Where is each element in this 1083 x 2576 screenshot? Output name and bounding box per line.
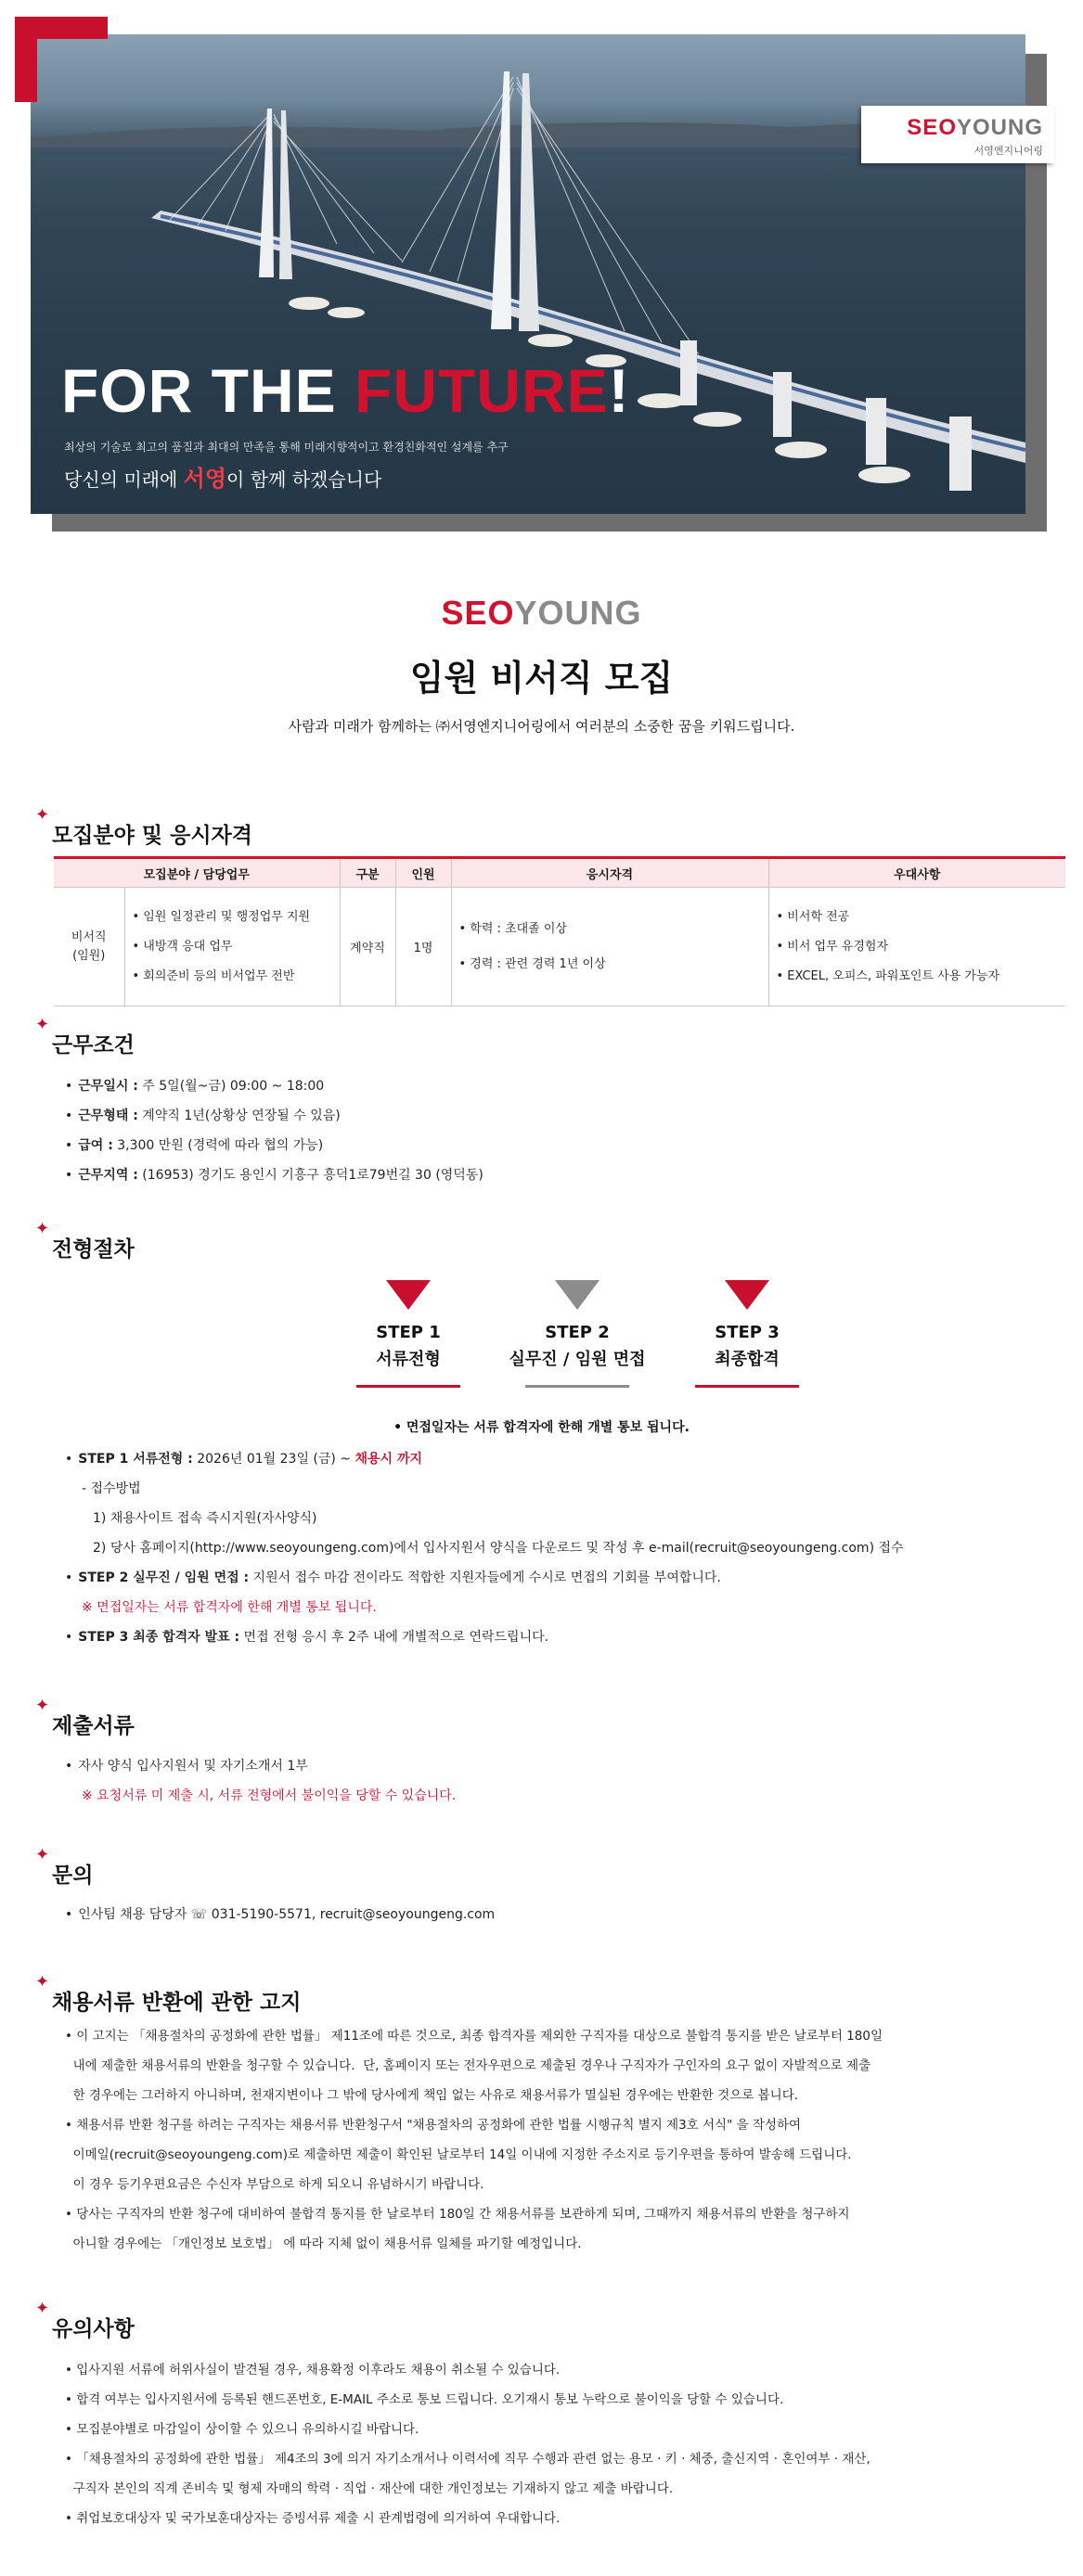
step-name: 최종합격 bbox=[715, 1350, 780, 1369]
list-item bbox=[65, 1449, 422, 1467]
list-item: 아니할 경우에는 「개인정보 보호법」 에 따라 지체 없이 채용서류 일체를 파기할 예정입니다. bbox=[65, 2236, 582, 2251]
step-1 bbox=[339, 1280, 478, 1388]
list-note: ※ 요청서류 미 제출 시, 서류 전형에서 불이익을 당할 수 있습니다. bbox=[82, 1788, 457, 1803]
col-header-count: 인원 bbox=[395, 858, 451, 888]
list-item: - 접수방법 bbox=[82, 1481, 141, 1496]
item-value: 지원서 접수 마감 전이라도 적합한 지원자들에게 수시로 면접의 기회를 부여합니다. bbox=[249, 1570, 721, 1585]
col-header-type: 구분 bbox=[340, 858, 395, 888]
list-item: • 내방객 응대 업무 bbox=[132, 939, 233, 954]
list-item: • 학력 : 초대졸 이상 bbox=[458, 921, 567, 936]
list-item: • 모집분야별로 마감일이 상이할 수 있으니 유의하시길 바랍니다. bbox=[65, 2422, 419, 2437]
brand-red: SEO bbox=[441, 594, 515, 632]
hero-tagline: 최상의 기술로 최고의 품질과 최대의 만족을 통해 미래지향적이고 환경친화적인 설계를 추구 bbox=[64, 441, 509, 454]
list-item: 구직자 본인의 직계 존비속 및 형제 자매의 학력 · 직업 · 재산에 대한 개인정보는 기재하지 않고 제출 바랍니다. bbox=[65, 2481, 674, 2496]
section-title: 유의사항 bbox=[52, 2317, 135, 2341]
triangle-down-icon bbox=[555, 1280, 600, 1310]
list-item: • 비서 업무 유경험자 bbox=[776, 939, 889, 954]
cell-preferences bbox=[768, 888, 1065, 1006]
list-item: • 입사지원 서류에 허위사실이 발견될 경우, 채용확정 이후라도 채용이 취소될 수 있습니다. bbox=[65, 2363, 561, 2377]
list-item bbox=[65, 1165, 483, 1184]
list-item: 1) 채용사이트 접속 즉시지원(자사양식) bbox=[93, 1511, 317, 1526]
sparkle-icon: ✦ bbox=[35, 1219, 50, 1238]
triangle-down-icon bbox=[386, 1280, 431, 1310]
col-header-qualification: 응시자격 bbox=[451, 858, 768, 888]
section-title: 채용서류 반환에 관한 고지 bbox=[52, 1991, 302, 2015]
item-value: 계약직 1년(상황상 연장될 수 있음) bbox=[137, 1109, 341, 1123]
page-title: 임원 비서직 모집 bbox=[409, 658, 674, 698]
brand-logo bbox=[0, 594, 1083, 633]
list-item: 이메일(recruit@seoyoungeng.com)로 제출하면 제출이 확인된 날로부터 14일 이내에 지정한 주소지로 등기우편을 통하여 발송해 드립니다. bbox=[65, 2147, 852, 2162]
hero-slogan bbox=[61, 355, 630, 426]
sparkle-icon: ✦ bbox=[35, 1696, 50, 1715]
sparkle-icon: ✦ bbox=[35, 805, 50, 825]
sparkle-icon: ✦ bbox=[35, 1015, 50, 1034]
list-item: • 자사 양식 입사지원서 및 자기소개서 1부 bbox=[65, 1756, 308, 1775]
item-value: 주 5일(월~금) 09:00 ~ 18:00 bbox=[137, 1079, 325, 1094]
step-note: • 면접일자는 서류 합격자에 한해 개별 통보 됩니다. bbox=[393, 1420, 690, 1435]
step-number: STEP 1 bbox=[376, 1323, 441, 1342]
brand-grey: YOUNG bbox=[514, 594, 642, 632]
item-value: 3,300 만원 (경력에 따라 협의 가능) bbox=[112, 1138, 324, 1153]
list-item: 2) 당사 홈페이지(http://www.seoyoungeng.com)에서 입사지원서 양식을 다운로드 및 작성 후 e-mail(recruit@seoyoungeng.com) 접수 bbox=[93, 1541, 904, 1556]
item-highlight: 채용시 까지 bbox=[355, 1452, 422, 1467]
step-underline bbox=[356, 1385, 460, 1388]
corner-accent-horizontal bbox=[15, 17, 108, 39]
step-number: STEP 2 bbox=[545, 1323, 610, 1342]
list-item bbox=[65, 1568, 721, 1586]
logo-text-red: SEO bbox=[907, 115, 957, 140]
cell-field: 비서직 (임원) bbox=[54, 888, 124, 1006]
item-value: 2026년 01월 23일 (금) ~ bbox=[192, 1452, 355, 1467]
list-item: 내에 제출한 채용서류의 반환을 청구할 수 있습니다. 단, 홈페이지 또는 전자우편으로 제출된 경우나 구직자가 구인자의 요구 없이 자발적으로 제출 bbox=[65, 2058, 871, 2073]
hero-banner bbox=[15, 17, 1054, 536]
list-item: 한 경우에는 그러하지 아니하며, 천재지변이나 그 밖에 당사에게 책임 없는 사유로 채용서류가 멸실된 경우에는 반환한 것으로 봅니다. bbox=[65, 2088, 799, 2103]
section-title: 모집분야 및 응시자격 bbox=[52, 824, 252, 848]
step-3 bbox=[677, 1280, 817, 1388]
list-item: • 경력 : 관련 경력 1년 이상 bbox=[458, 956, 606, 971]
list-item: • 임원 일정관리 및 행정업무 지원 bbox=[132, 909, 311, 924]
item-value: (16953) 경기도 용인시 기흥구 흥덕1로79번길 30 (영덕동) bbox=[137, 1168, 483, 1183]
item-label: 근무일시 : bbox=[78, 1079, 138, 1094]
slogan-red: FUTURE bbox=[355, 356, 609, 425]
item-label: 급여 : bbox=[78, 1138, 113, 1153]
item-label: STEP 3 최종 합격자 발표 : bbox=[78, 1630, 240, 1645]
step-2 bbox=[508, 1280, 647, 1388]
list-item: • 「채용절차의 공정화에 관한 법률」 제4조의 3에 의거 자기소개서나 이력서에 직무 수행과 관련 없는 용모 · 키 · 체중, 출신지역 · 혼인여부 · 재산, bbox=[65, 2452, 870, 2467]
slogan-white: FOR THE bbox=[61, 356, 355, 425]
cell-type: 계약직 bbox=[340, 888, 395, 1006]
triangle-down-icon bbox=[725, 1280, 769, 1310]
hero-promise bbox=[64, 460, 381, 493]
step-name: 서류전형 bbox=[376, 1350, 441, 1369]
sparkle-icon: ✦ bbox=[35, 1845, 50, 1865]
logo-text-grey: YOUNG bbox=[956, 115, 1043, 140]
item-label: STEP 1 서류전형 : bbox=[78, 1452, 193, 1467]
list-item bbox=[65, 1627, 548, 1646]
item-label: STEP 2 실무진 / 임원 면접 : bbox=[78, 1570, 250, 1585]
sparkle-icon: ✦ bbox=[17, 65, 34, 88]
item-label: 근무형태 : bbox=[78, 1109, 138, 1123]
section-title: 전형절차 bbox=[52, 1237, 135, 1262]
table-header-row bbox=[54, 858, 1065, 888]
list-item: • 회의준비 등의 비서업무 전반 bbox=[132, 968, 295, 983]
hero-logo bbox=[861, 106, 1054, 163]
list-item: • 비서학 전공 bbox=[776, 909, 850, 924]
list-item: • 인사팀 채용 담당자 ☏ 031-5190-5571, recruit@seoyoungeng.com bbox=[65, 1904, 495, 1923]
step-underline bbox=[695, 1385, 799, 1388]
logo-subtitle: 서영엔지니어링 bbox=[973, 145, 1043, 157]
cell-count: 1명 bbox=[395, 888, 451, 1006]
promise-pre: 당신의 미래에 bbox=[64, 468, 184, 491]
col-header-field: 모집분야 / 담당업무 bbox=[54, 858, 340, 888]
list-note: ※ 면접일자는 서류 합격자에 한해 개별 통보 됩니다. bbox=[82, 1600, 377, 1615]
list-item: 이 경우 등기우편요금은 수신자 부담으로 하게 되오니 유념하시기 바랍니다. bbox=[65, 2177, 484, 2192]
page-subtitle: 사람과 미래가 함께하는 ㈜서영엔지니어링에서 여러분의 소중한 꿈을 키워드립니다. bbox=[288, 718, 795, 735]
section-title: 문의 bbox=[52, 1864, 94, 1888]
step-name: 실무진 / 임원 면접 bbox=[509, 1350, 646, 1369]
promise-red: 서영 bbox=[183, 466, 227, 492]
sparkle-icon: ✦ bbox=[35, 2299, 50, 2318]
sparkle-icon: ✦ bbox=[35, 1972, 50, 1992]
list-item: • 취업보호대상자 및 국가보훈대상자는 증빙서류 제출 시 관계법령에 의거하여 우대합니다. bbox=[65, 2511, 561, 2526]
list-item: • 채용서류 반환 청구를 하려는 구직자는 채용서류 반환청구서 "채용절차의 공정화에 관한 법률 시행규칙 별지 제3호 서식" 을 작성하여 bbox=[65, 2118, 802, 2133]
list-item: • 당사는 구직자의 반환 청구에 대비하여 불합격 통지를 한 날로부터 180일 간 채용서류를 보관하게 되며, 그때까지 채용서류의 반환을 청구하지 bbox=[65, 2207, 850, 2222]
table-row bbox=[54, 888, 1065, 1006]
list-item: • 이 고지는 「채용절차의 공정화에 관한 법률」 제11조에 따른 것으로, 최종 합격자를 제외한 구직자를 대상으로 불합격 통지를 받은 날로부터 180일 bbox=[65, 2029, 883, 2044]
col-header-preference: 우대사항 bbox=[768, 858, 1065, 888]
list-item: • 합격 여부는 입사지원서에 등록된 핸드폰번호, E-MAIL 주소로 통보 드립니다. 오기재시 통보 누락으로 불이익을 당할 수 있습니다. bbox=[65, 2392, 784, 2407]
item-label: 근무지역 : bbox=[78, 1168, 138, 1183]
recruit-table bbox=[54, 856, 1065, 1006]
step-number: STEP 3 bbox=[715, 1323, 780, 1342]
cell-duties bbox=[124, 888, 340, 1006]
promise-post: 이 함께 하겠습니다 bbox=[226, 468, 382, 491]
item-value: 면접 전형 응시 후 2주 내에 개별적으로 연락드립니다. bbox=[239, 1630, 549, 1645]
list-item bbox=[65, 1076, 324, 1095]
slogan-mark: ! bbox=[608, 356, 630, 425]
step-underline bbox=[525, 1385, 629, 1388]
list-item bbox=[65, 1135, 323, 1154]
section-title: 제출서류 bbox=[52, 1714, 135, 1738]
section-title: 근무조건 bbox=[52, 1033, 135, 1057]
list-item: • EXCEL, 오피스, 파워포인트 사용 가능자 bbox=[776, 968, 1000, 983]
list-item bbox=[65, 1106, 341, 1124]
cell-qualifications bbox=[451, 888, 768, 1006]
